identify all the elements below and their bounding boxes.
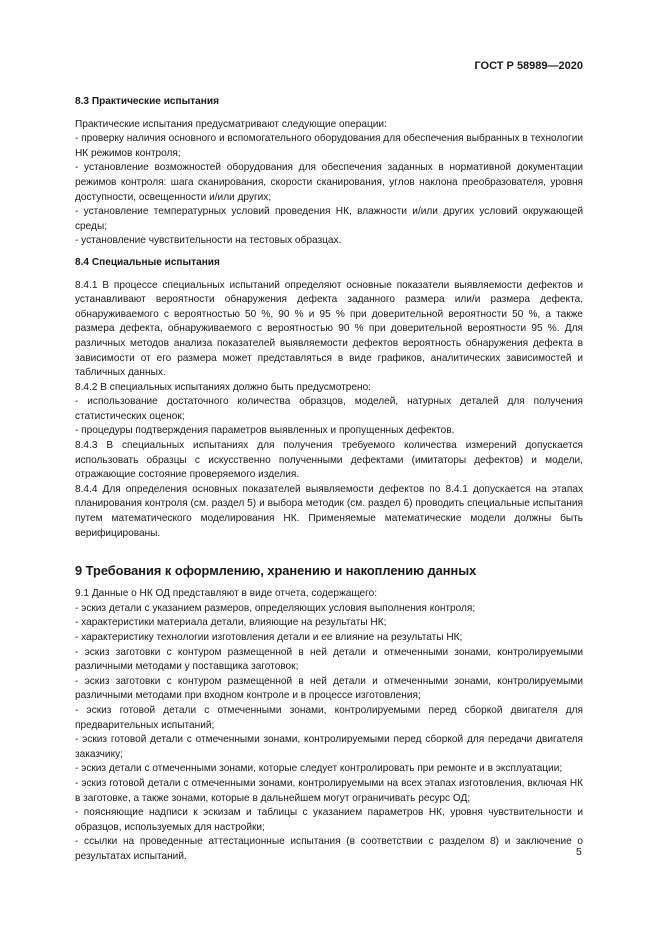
list-item: - эскиз заготовки с контуром размещенной в ней детали и отмеченными зонами, контролируемыми различными методами при входном контроле и в процессе изготовления;	[75, 675, 583, 702]
paragraph: 9.1 Данные о НК ОД представляют в виде отчета, содержащего:	[75, 588, 378, 600]
section-8-3-title: 8.3 Практические испытания	[75, 96, 219, 107]
list-item: - использование достаточного количества образцов, моделей, натурных деталей для получения статистических оценок;	[75, 396, 583, 422]
paragraph: 8.4.4 Для определения основных показателей выявляемости дефектов по 8.4.1 допускается на этапах планирования контроля (см. раздел 5) и выбора методик (см. раздел 6) проводить специальные испытания путем математического моделирования НК. Применяемые математические модели должны быть верифицированы.	[75, 483, 583, 539]
list-item: - установление возможностей оборудования для обеспечения заданных в нормативной документации режимов контроля: шага сканирования, скорости сканирования, углов наклона преобразователя, уровня доступности, освещенности и/или других;	[75, 162, 583, 203]
paragraph: 8.4.1 В процессе специальных испытаний определяют основные показатели выявляемости дефектов и устанавливают вероятности обнаружения дефекта заданного размера или/и размера дефекта, обнаруживаемого с вероятностью 50 %, 90 % и 95 % при доверительной вероятности 50 %, а также размера дефекта, обнаруживаемого с вероятностью 90 % при доверительной вероятности 95 %. Для различных методов анализа показателей выявляемости дефектов вероятность обнаружения дефекта в зависимости от его размера может представляться в виде графиков, аналитических зависимостей и табличных данных.	[75, 279, 583, 379]
list-item: - проверку наличия основного и вспомогательного оборудования для обеспечения выбранных в технологии НК режимов контроля;	[75, 133, 583, 159]
list-item: - установление температурных условий проведения НК, влажности и/или других условий окружающей среды;	[75, 206, 583, 232]
paragraph: 8.4.2 В специальных испытаниях должно быть предусмотрено:	[75, 381, 371, 393]
list-item: - установление чувствительности на тестовых образцах.	[75, 235, 342, 247]
list-item: - характеристики материала детали, влияющие на результаты НК;	[75, 617, 387, 629]
list-item: - характеристику технологии изготовления детали и ее влияние на результаты НК;	[75, 632, 463, 643]
page-number: 5	[576, 846, 582, 858]
list-item: - поясняющие надписи к эскизам и таблицы с указанием параметров НК, уровня чувствительности и образцов, используемых для настройки;	[75, 807, 583, 833]
paragraph: Практические испытания предусматривают следующие операции:	[75, 118, 387, 130]
paragraph: 8.4.3 В специальных испытаниях для получения требуемого количества измерений допускается использовать образцы с искусственно полученными дефектами (имитаторы дефектов) и модели, отражающие состояние проверяемого изделия.	[75, 440, 583, 481]
list-item: - эскиз заготовки с контуром размещенной в ней детали и отмеченными зонами, контролируемыми различными методами у поставщика заготовок;	[75, 646, 583, 673]
list-item: - эскиз готовой детали с отмеченными зонами, контролируемыми перед сборкой для передачи двигателя заказчику;	[75, 734, 583, 760]
document-body	[75, 95, 583, 865]
document-id: ГОСТ Р 58989—2020	[474, 60, 583, 72]
list-item: - эскиз готовой детали с отмеченными зонами, контролируемыми перед сборкой двигателя для предварительных испытаний;	[75, 704, 583, 731]
list-item: - эскиз детали с указанием размеров, определяющих условия выполнения контроля;	[75, 602, 476, 614]
section-9-title: 9 Требования к оформлению, хранению и накоплению данных	[75, 563, 477, 579]
list-item: - процедуры подтверждения параметров выявленных и пропущенных дефектов.	[75, 425, 455, 437]
list-item: - эскиз детали с отмеченными зонами, которые следует контролировать при ремонте и в эксплуатации;	[75, 763, 563, 775]
list-item: - ссылки на проведенные аттестационные испытания (в соответствии с разделом 8) и заключение о результатах испытаний.	[75, 836, 583, 862]
list-item: - эскиз готовой детали с отмеченными зонами, контролируемыми на всех этапах изготовления, включая НК в заготовке, а также зонами, которые в дальнейшем могут ограничивать ресурс ОД;	[75, 777, 583, 804]
section-8-4-title: 8.4 Специальные испытания	[75, 256, 220, 268]
